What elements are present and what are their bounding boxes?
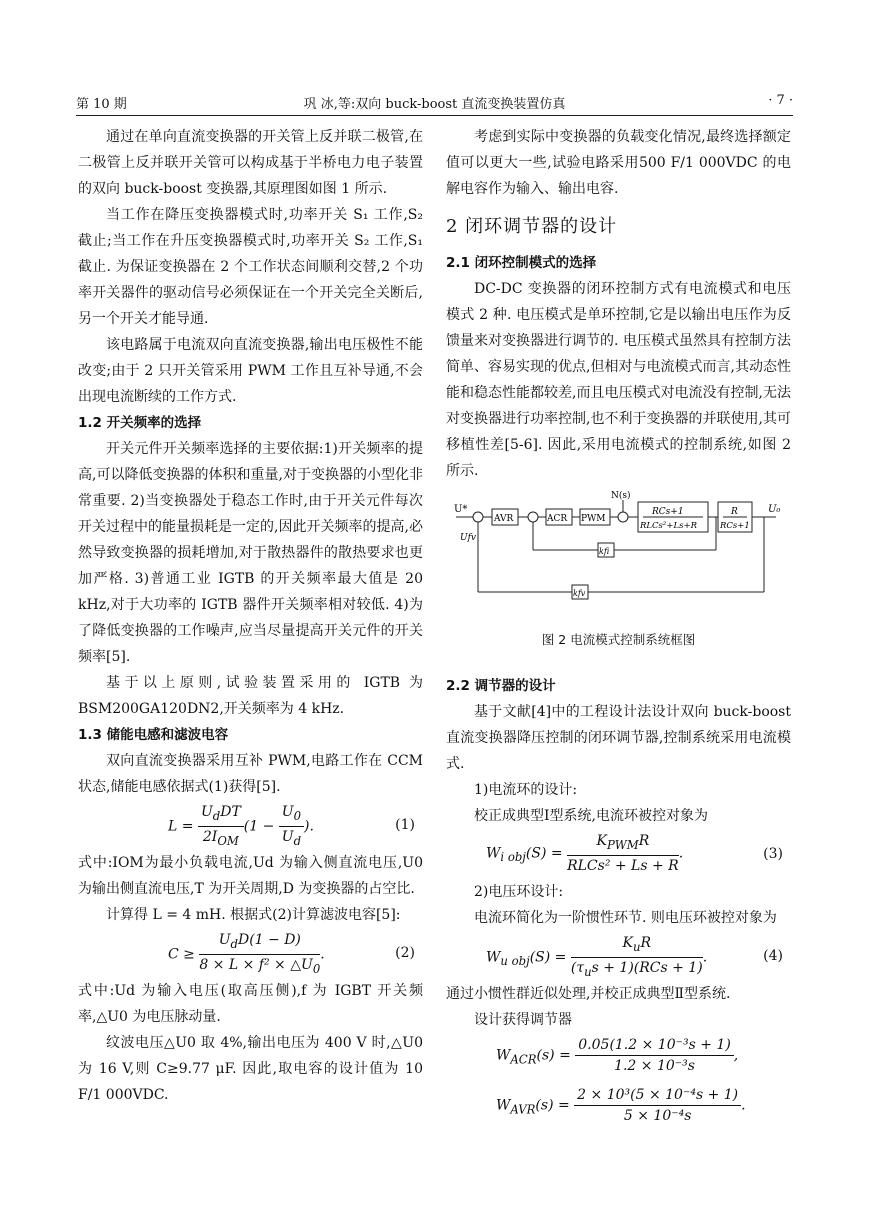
acr-block: ACR <box>547 514 568 524</box>
equation-1: L = $\frac{U_dDT}{2I_{OM}}$ (1 − $\frac{U_0}{U_d}$ ). (1) <box>168 804 415 848</box>
section-heading: 2.1 闭环控制模式的选择 <box>446 255 597 271</box>
paragraph: 电流环简化为一阶惯性环节. 则电压环被控对象为 <box>474 910 777 926</box>
paragraph: 基于以上原则,试验装置采用的 IGTB 为 BSM200GA120DN2,开关频率为 4 kHz. <box>78 675 423 717</box>
disturbance-label: N(s) <box>611 491 631 501</box>
section-heading: 2.2 调节器的设计 <box>446 678 556 694</box>
equation-3: $W_{i obj}(S)$ = $\frac{K_{PWM}R}{\text{RLCs² + Ls + R}}$ . (3) <box>486 833 783 874</box>
paragraph: 计算得 L = 4 mH. 根据式(2)计算滤波电容[5]: <box>106 907 401 923</box>
section-heading: 1.3 储能电感和滤波电容 <box>78 727 229 743</box>
paragraph: 该电路属于电流双向直流变换器,输出电压极性不能改变;由于 2 只开关管采用 PWM 工作且互补导通,不会出现电流断续的工作方式. <box>78 337 423 405</box>
equation-wacr: $W_{ACR}(s)$ = $\frac{\text{0.05(1.2 × 10⁻³s + 1)}}{\text{1.2 × 10⁻³s}}$ , <box>496 1037 739 1074</box>
header-rule <box>76 115 793 116</box>
section-heading: 1.2 开关频率的选择 <box>78 415 202 431</box>
paragraph: 基于文献[4]中的工程设计法设计双向 buck-boost 直流变换器降压控制的闭环调节器,控制系统采用电流模式. <box>446 704 791 772</box>
equation-wavr: $W_{AVR}(s)$ = $\frac{\text{2 × 10³(5 × 10⁻⁴s + 1)}}{\text{5 × 10⁻⁴s}}$ . <box>496 1087 746 1124</box>
plant-numerator: RCs+1 <box>652 507 684 517</box>
paragraph: 校正成典型Ⅰ型系统,电流环被控对象为 <box>474 808 708 824</box>
paragraph: 2)电压环设计: <box>474 884 564 900</box>
equation-4: $W_{u obj}(S)$ = $\frac{K_uR}{(\tau_us + 1)(RCs + 1)}$ . (4) <box>486 935 783 979</box>
plant-denominator: RLCs²+Ls+R <box>640 521 697 531</box>
avr-block: AVR <box>494 514 514 524</box>
current-feedback-gain: kfi <box>599 547 610 556</box>
right-column <box>446 124 791 1133</box>
output-label: U₀ <box>768 504 781 515</box>
paragraph: 式中:IOM为最小负载电流,Ud 为输入侧直流电压,U0 为输出侧直流电压,T 为开关周期,D 为变换器的占空比. <box>78 855 423 897</box>
ustar-label: U* <box>454 504 468 515</box>
paragraph: 双向直流变换器采用互补 PWM,电路工作在 CCM 状态,储能电感依据式(1)获得[5]. <box>78 753 423 795</box>
block-diagram <box>446 490 791 625</box>
paragraph: 1)电流环的设计: <box>474 782 578 798</box>
paragraph: 设计获得调节器 <box>474 1012 572 1028</box>
paragraph: 纹波电压△U0 取 4%,输出电压为 400 V 时,△U0 为 16 V,则 C≥9.77 μF. 因此,取电容的设计值为 10 F/1 000VDC. <box>78 1035 423 1103</box>
running-title: 巩 冰,等:双向 buck-boost 直流变换装置仿真 <box>303 97 566 112</box>
feedback-voltage-label: Ufv <box>460 533 477 543</box>
chapter-heading: 2 闭环调节器的设计 <box>446 216 618 237</box>
paragraph: 考虑到实际中变换器的负载变化情况,最终选择额定值可以更大一些,试验电路采用500 F/1 000VDC 的电解电容作为输入、输出电容. <box>446 129 791 197</box>
paragraph: 通过小惯性群近似处理,并校正成典型Ⅱ型系统. <box>446 986 731 1002</box>
figure-caption: 图 2 电流模式控制系统框图 <box>541 632 696 647</box>
equation-2: C ≥ $\frac{U_dD(1 - D)}{8 \times L \times f^2 \times \triangle U_0}$ . (2) <box>168 932 415 976</box>
left-column <box>78 124 423 1108</box>
voltage-feedback-gain: kfv <box>573 589 586 598</box>
paragraph: DC-DC 变换器的闭环控制方式有电流模式和电压模式 2 种. 电压模式是单环控制,它是以输出电压作为反馈量来对变换器进行调节的. 电压模式虽然具有控制方法简单、容易实现的优点,但相对与电流模式而言,其动态性能和稳态性能都较差,而且电压模式对电流没有控制,无法对变换器进行功率控制,也不利于变换器的并联使用,其可移植性差[5-6]. 因此,采用电流模式的控制系统,如图 2 所示. <box>446 281 791 479</box>
running-header <box>76 93 793 113</box>
paragraph: 式中:Ud 为输入电压(取高压侧),f 为 IGBT 开关频率,△U0 为电压脉动量. <box>78 983 423 1025</box>
issue-number: 第 10 期 <box>76 97 127 112</box>
paragraph: 当工作在降压变换器模式时,功率开关 S₁ 工作,S₂ 截止;当工作在升压变换器模式时,功率开关 S₂ 工作,S₁ 截止. 为保证变换器在 2 个工作状态间顺利交替,2 个功率开关器件的驱动信号必须保证在一个开关完全关断后,另一个开关才能导通. <box>78 207 423 327</box>
paragraph: 开关元件开关频率选择的主要依据:1)开关频率的提高,可以降低变换器的体积和重量,对于变换器的小型化非常重要. 2)当变换器处于稳态工作时,由于开关元件每次开关过程中的能量损耗是一定的,因此开关频率的提高,必然导致变换器的损耗增加,对于散热器件的散热要求也更加严格. 3)普通工业 IGTB 的开关频率最大值是 20 kHz,对于大功率的 IGTB 器件开关频率相对较低. 4)为了降低变换器的工作噪声,应当尽量提高开关元件的开关频率[5]. <box>78 441 423 665</box>
load-denominator: RCs+1 <box>720 521 750 531</box>
page-number: · 7 · <box>768 93 793 108</box>
pwm-block: PWM <box>581 514 606 524</box>
load-numerator: R <box>731 507 738 517</box>
paragraph: 通过在单向直流变换器的开关管上反并联二极管,在二极管上反并联开关管可以构成基于半桥电力电子装置的双向 buck-boost 变换器,其原理图如图 1 所示. <box>78 129 423 197</box>
